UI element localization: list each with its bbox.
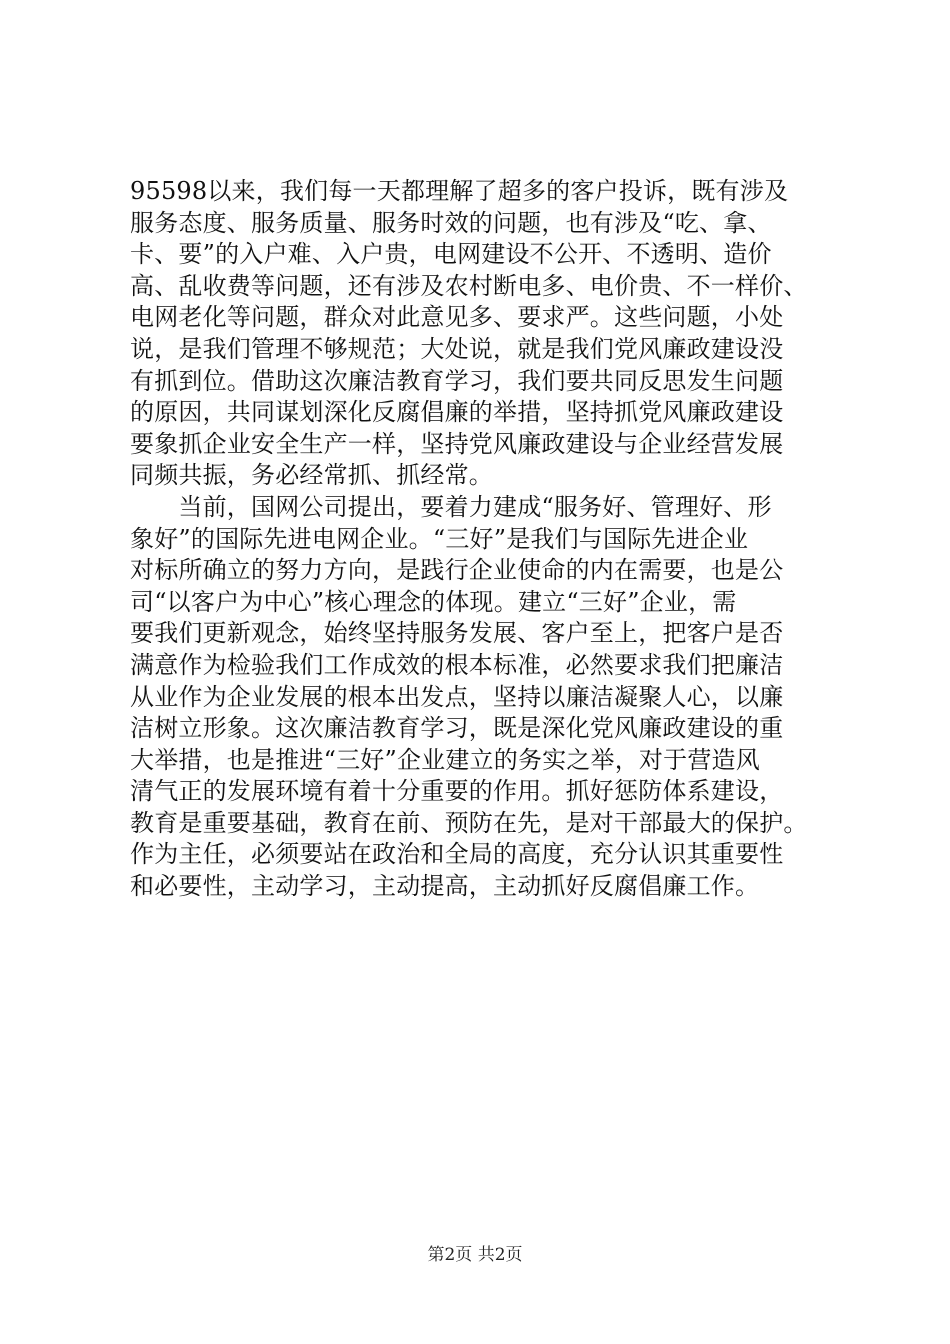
text-line: 卡、要”的入户难、入户贵，电网建设不公开、不透明、造价: [130, 240, 772, 269]
text-line: 满意作为检验我们工作成效的根本标准，必然要求我们把廉洁: [130, 650, 784, 679]
text-line: 服务态度、服务质量、服务时效的问题，也有涉及“吃、拿、: [130, 208, 772, 237]
text-line: 有抓到位。借助这次廉洁教育学习，我们要共同反思发生问题: [130, 366, 784, 395]
text-line: 清气正的发展环境有着十分重要的作用。抓好惩防体系建设，: [130, 777, 784, 806]
text-line: 要我们更新观念，始终坚持服务发展、客户至上，把客户是否: [130, 619, 784, 648]
text-line: 作为主任，必须要站在政治和全局的高度，充分认识其重要性: [130, 840, 784, 869]
page-footer: [0, 1243, 950, 1267]
text-line: 说，是我们管理不够规范；大处说，就是我们党风廉政建设没: [130, 334, 784, 363]
text-line: 电网老化等问题，群众对此意见多、要求严。这些问题，小处: [130, 303, 784, 332]
text-line: 对标所确立的努力方向，是践行企业使命的内在需要，也是公: [130, 556, 784, 585]
text-line: 当前，国网公司提出，要着力建成“服务好、管理好、形: [130, 492, 772, 521]
page-number: 第2页 共2页: [427, 1245, 523, 1265]
text-line: 同频共振，务必经常抓、抓经常。: [130, 461, 493, 490]
text-line: 高、乱收费等问题，还有涉及农村断电多、电价贵、不一样价、: [130, 271, 808, 300]
body-text: [130, 176, 830, 903]
text-line: 和必要性，主动学习，主动提高，主动抓好反腐倡廉工作。: [130, 872, 760, 901]
text-line: 象好”的国际先进电网企业。“三好”是我们与国际先进企业: [130, 524, 749, 553]
text-line: 司“以客户为中心”核心理念的体现。建立“三好”企业，需: [130, 587, 737, 616]
text-line: 教育是重要基础，教育在前、预防在先，是对干部最大的保护。: [130, 808, 808, 837]
text-line: 要象抓企业安全生产一样，坚持党风廉政建设与企业经营发展: [130, 429, 784, 458]
text-line: 大举措，也是推进“三好”企业建立的务实之举，对于营造风: [130, 745, 760, 774]
text-line: 从业作为企业发展的根本出发点，坚持以廉洁凝聚人心，以廉: [130, 682, 784, 711]
text-line: 洁树立形象。这次廉洁教育学习，既是深化党风廉政建设的重: [130, 714, 784, 743]
text-line: 的原因，共同谋划深化反腐倡廉的举措，坚持抓党风廉政建设: [130, 398, 784, 427]
text-line: 95598以来，我们每一天都理解了超多的客户投诉，既有涉及: [130, 177, 789, 205]
